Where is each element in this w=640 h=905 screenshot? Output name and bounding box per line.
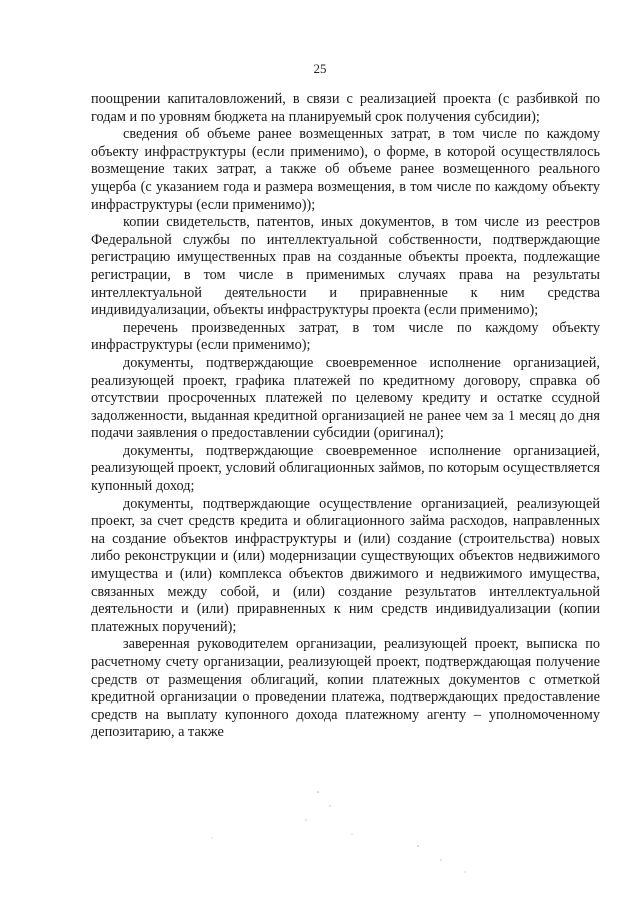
paragraph-costs-list: перечень произведенных затрат, в том числе по каждому объекту инфраструктуры (если применимо); [91, 319, 600, 354]
paragraph-bond-loans: документы, подтверждающие своевременное исполнение организацией, реализующей проект, условий облигационных займов, по которым осуществляется купонный доход; [91, 442, 600, 495]
paragraph-continuation: поощрении капиталовложений, в связи с реализацией проекта (с разбивкой по годам и по уровням бюджета на планируемый срок получения субсидии); [91, 91, 600, 125]
paragraph-reimbursed-costs: сведения об объеме ранее возмещенных затрат, в том числе по каждому объекту инфраструктуры (если применимо), о форме, в которой осуществлялось возмещение таких затрат, а также об объеме ранее возмещенного реального ущерба (с указанием года и размера возмещения, в том числе по каждому объекту инфраструктуры (если применимо)); [91, 126, 600, 213]
paragraph-certificates-patents: копии свидетельств, патентов, иных документов, в том числе из реестров Федеральной службы по интеллектуальной собственности, подтверждающие регистрацию имущественных прав на созданные объекты проекта, подлежащие регистрации, в том числе в применимых случаях права на результаты интеллектуальной деятельности и приравненные к ним средства индивидуализации, объекты инфраструктуры проекта (если применимо); [91, 214, 600, 319]
paragraph-loan-payments: документы, подтверждающие своевременное исполнение организацией, реализующей проект, графика платежей по кредитному договору, справка об отсутствии просроченных платежей по целевому кредиту и остатке ссудной задолженности, выданная кредитной организацией не ранее чем за 1 месяц до дня подачи заявления о предоставлении субсидии (оригинал); [91, 354, 600, 442]
document-body [91, 91, 600, 742]
paragraph-expense-documents: документы, подтверждающие осуществление организацией, реализующей проект, за счет средств кредита и облигационного займа расходов, направленных на создание объектов инфраструктуры и (или) создание (строительства) новых либо реконструкции и (или) модернизации существующих объектов недвижимого имущества и (или) комплекса объектов движимого и недвижимого имущества, связанных между собой, и (или) создание результатов интеллектуальной деятельности и (или) приравненных к ним средств индивидуализации (копии платежных поручений); [91, 495, 600, 635]
paragraph-bank-statement: заверенная руководителем организации, реализующей проект, выписка по расчетному счету организации, реализующей проект, подтверждающая получение средств от размещения облигаций, копии платежных документов с отметкой кредитной организации о проведении платежа, подтверждающих предоставление средств на выплату купонного дохода платежному агенту – уполномоченному депозитарию, а также [91, 636, 600, 741]
page-number: 25 [313, 61, 327, 76]
